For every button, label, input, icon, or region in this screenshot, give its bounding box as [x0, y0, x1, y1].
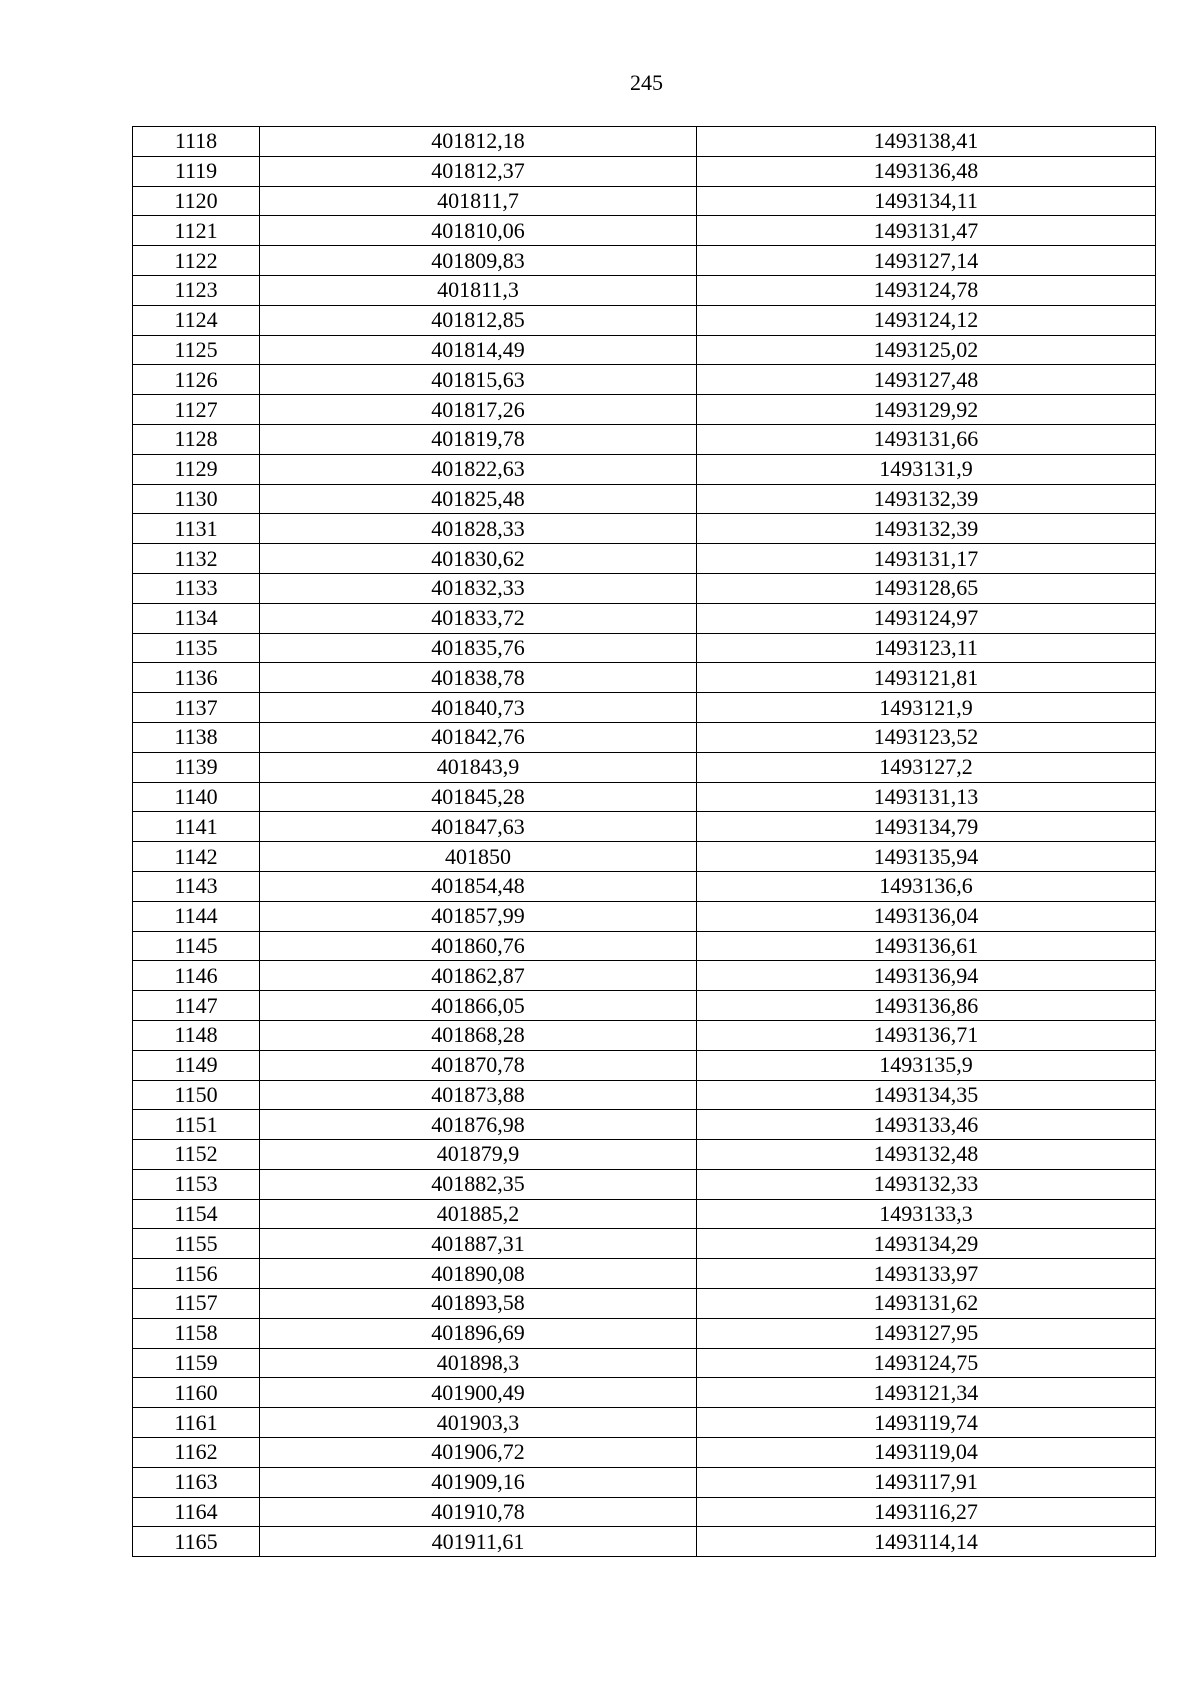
y-coordinate-cell: 1493131,13 — [697, 782, 1156, 812]
point-number-cell: 1144 — [133, 901, 260, 931]
x-coordinate-cell: 401896,69 — [260, 1318, 697, 1348]
table-row — [133, 1438, 1156, 1468]
table-row — [133, 514, 1156, 544]
table-row — [133, 1229, 1156, 1259]
point-number-cell: 1148 — [133, 1020, 260, 1050]
point-number-cell: 1139 — [133, 752, 260, 782]
point-number-cell: 1165 — [133, 1527, 260, 1557]
y-coordinate-cell: 1493128,65 — [697, 573, 1156, 603]
x-coordinate-cell: 401854,48 — [260, 871, 697, 901]
y-coordinate-cell: 1493132,48 — [697, 1140, 1156, 1170]
point-number-cell: 1135 — [133, 633, 260, 663]
x-coordinate-cell: 401812,18 — [260, 127, 697, 157]
y-coordinate-cell: 1493123,11 — [697, 633, 1156, 663]
y-coordinate-cell: 1493136,04 — [697, 901, 1156, 931]
y-coordinate-cell: 1493136,86 — [697, 991, 1156, 1021]
y-coordinate-cell: 1493127,95 — [697, 1318, 1156, 1348]
point-number-cell: 1160 — [133, 1378, 260, 1408]
table-row — [133, 1020, 1156, 1050]
y-coordinate-cell: 1493136,71 — [697, 1020, 1156, 1050]
x-coordinate-cell: 401850 — [260, 842, 697, 872]
table-row — [133, 842, 1156, 872]
y-coordinate-cell: 1493124,97 — [697, 603, 1156, 633]
point-number-cell: 1147 — [133, 991, 260, 1021]
x-coordinate-cell: 401862,87 — [260, 961, 697, 991]
x-coordinate-cell: 401819,78 — [260, 424, 697, 454]
point-number-cell: 1156 — [133, 1259, 260, 1289]
y-coordinate-cell: 1493124,12 — [697, 305, 1156, 335]
table-row — [133, 544, 1156, 574]
table-row — [133, 991, 1156, 1021]
x-coordinate-cell: 401833,72 — [260, 603, 697, 633]
x-coordinate-cell: 401847,63 — [260, 812, 697, 842]
point-number-cell: 1138 — [133, 722, 260, 752]
table-row — [133, 573, 1156, 603]
x-coordinate-cell: 401910,78 — [260, 1497, 697, 1527]
table-row — [133, 216, 1156, 246]
point-number-cell: 1150 — [133, 1080, 260, 1110]
x-coordinate-cell: 401882,35 — [260, 1169, 697, 1199]
point-number-cell: 1161 — [133, 1408, 260, 1438]
point-number-cell: 1159 — [133, 1348, 260, 1378]
y-coordinate-cell: 1493136,94 — [697, 961, 1156, 991]
table-row — [133, 156, 1156, 186]
table-row — [133, 424, 1156, 454]
y-coordinate-cell: 1493132,39 — [697, 514, 1156, 544]
y-coordinate-cell: 1493134,29 — [697, 1229, 1156, 1259]
table-row — [133, 365, 1156, 395]
table-row — [133, 722, 1156, 752]
x-coordinate-cell: 401860,76 — [260, 931, 697, 961]
table-row — [133, 1140, 1156, 1170]
table-row — [133, 782, 1156, 812]
x-coordinate-cell: 401838,78 — [260, 663, 697, 693]
x-coordinate-cell: 401828,33 — [260, 514, 697, 544]
point-number-cell: 1153 — [133, 1169, 260, 1199]
table-row — [133, 484, 1156, 514]
point-number-cell: 1134 — [133, 603, 260, 633]
table-row — [133, 752, 1156, 782]
point-number-cell: 1124 — [133, 305, 260, 335]
point-number-cell: 1158 — [133, 1318, 260, 1348]
point-number-cell: 1151 — [133, 1110, 260, 1140]
x-coordinate-cell: 401811,7 — [260, 186, 697, 216]
point-number-cell: 1119 — [133, 156, 260, 186]
y-coordinate-cell: 1493114,14 — [697, 1527, 1156, 1557]
coordinates-table — [132, 126, 1156, 1557]
table-row — [133, 961, 1156, 991]
point-number-cell: 1121 — [133, 216, 260, 246]
x-coordinate-cell: 401812,85 — [260, 305, 697, 335]
table-row — [133, 1050, 1156, 1080]
x-coordinate-cell: 401825,48 — [260, 484, 697, 514]
point-number-cell: 1130 — [133, 484, 260, 514]
x-coordinate-cell: 401835,76 — [260, 633, 697, 663]
y-coordinate-cell: 1493135,9 — [697, 1050, 1156, 1080]
y-coordinate-cell: 1493123,52 — [697, 722, 1156, 752]
y-coordinate-cell: 1493132,39 — [697, 484, 1156, 514]
y-coordinate-cell: 1493138,41 — [697, 127, 1156, 157]
x-coordinate-cell: 401840,73 — [260, 693, 697, 723]
table-row — [133, 1467, 1156, 1497]
point-number-cell: 1157 — [133, 1289, 260, 1319]
point-number-cell: 1118 — [133, 127, 260, 157]
point-number-cell: 1125 — [133, 335, 260, 365]
y-coordinate-cell: 1493131,17 — [697, 544, 1156, 574]
table-row — [133, 1348, 1156, 1378]
y-coordinate-cell: 1493133,97 — [697, 1259, 1156, 1289]
y-coordinate-cell: 1493116,27 — [697, 1497, 1156, 1527]
x-coordinate-cell: 401870,78 — [260, 1050, 697, 1080]
table-row — [133, 901, 1156, 931]
y-coordinate-cell: 1493121,34 — [697, 1378, 1156, 1408]
table-row — [133, 1259, 1156, 1289]
x-coordinate-cell: 401810,06 — [260, 216, 697, 246]
y-coordinate-cell: 1493129,92 — [697, 395, 1156, 425]
x-coordinate-cell: 401906,72 — [260, 1438, 697, 1468]
page-number: 245 — [630, 70, 663, 95]
point-number-cell: 1152 — [133, 1140, 260, 1170]
point-number-cell: 1136 — [133, 663, 260, 693]
y-coordinate-cell: 1493132,33 — [697, 1169, 1156, 1199]
table-row — [133, 693, 1156, 723]
table-row — [133, 395, 1156, 425]
table-row — [133, 633, 1156, 663]
x-coordinate-cell: 401814,49 — [260, 335, 697, 365]
point-number-cell: 1141 — [133, 812, 260, 842]
point-number-cell: 1129 — [133, 454, 260, 484]
point-number-cell: 1126 — [133, 365, 260, 395]
x-coordinate-cell: 401898,3 — [260, 1348, 697, 1378]
point-number-cell: 1132 — [133, 544, 260, 574]
y-coordinate-cell: 1493119,04 — [697, 1438, 1156, 1468]
y-coordinate-cell: 1493131,47 — [697, 216, 1156, 246]
point-number-cell: 1128 — [133, 424, 260, 454]
table-row — [133, 127, 1156, 157]
table-row — [133, 1169, 1156, 1199]
point-number-cell: 1146 — [133, 961, 260, 991]
point-number-cell: 1142 — [133, 842, 260, 872]
x-coordinate-cell: 401812,37 — [260, 156, 697, 186]
table-row — [133, 663, 1156, 693]
coordinates-table-body — [133, 127, 1156, 1557]
y-coordinate-cell: 1493131,66 — [697, 424, 1156, 454]
table-row — [133, 1527, 1156, 1557]
point-number-cell: 1162 — [133, 1438, 260, 1468]
y-coordinate-cell: 1493127,14 — [697, 246, 1156, 276]
x-coordinate-cell: 401909,16 — [260, 1467, 697, 1497]
x-coordinate-cell: 401885,2 — [260, 1199, 697, 1229]
x-coordinate-cell: 401900,49 — [260, 1378, 697, 1408]
y-coordinate-cell: 1493136,48 — [697, 156, 1156, 186]
y-coordinate-cell: 1493133,3 — [697, 1199, 1156, 1229]
point-number-cell: 1154 — [133, 1199, 260, 1229]
x-coordinate-cell: 401876,98 — [260, 1110, 697, 1140]
point-number-cell: 1143 — [133, 871, 260, 901]
y-coordinate-cell: 1493136,61 — [697, 931, 1156, 961]
table-row — [133, 1318, 1156, 1348]
x-coordinate-cell: 401817,26 — [260, 395, 697, 425]
x-coordinate-cell: 401857,99 — [260, 901, 697, 931]
x-coordinate-cell: 401873,88 — [260, 1080, 697, 1110]
point-number-cell: 1137 — [133, 693, 260, 723]
y-coordinate-cell: 1493136,6 — [697, 871, 1156, 901]
table-row — [133, 305, 1156, 335]
x-coordinate-cell: 401903,3 — [260, 1408, 697, 1438]
table-row — [133, 1497, 1156, 1527]
table-row — [133, 1378, 1156, 1408]
table-row — [133, 454, 1156, 484]
point-number-cell: 1131 — [133, 514, 260, 544]
point-number-cell: 1133 — [133, 573, 260, 603]
y-coordinate-cell: 1493133,46 — [697, 1110, 1156, 1140]
y-coordinate-cell: 1493131,62 — [697, 1289, 1156, 1319]
y-coordinate-cell: 1493127,2 — [697, 752, 1156, 782]
y-coordinate-cell: 1493124,78 — [697, 275, 1156, 305]
table-row — [133, 186, 1156, 216]
table-row — [133, 1080, 1156, 1110]
point-number-cell: 1149 — [133, 1050, 260, 1080]
x-coordinate-cell: 401843,9 — [260, 752, 697, 782]
x-coordinate-cell: 401866,05 — [260, 991, 697, 1021]
x-coordinate-cell: 401890,08 — [260, 1259, 697, 1289]
table-row — [133, 275, 1156, 305]
point-number-cell: 1123 — [133, 275, 260, 305]
y-coordinate-cell: 1493119,74 — [697, 1408, 1156, 1438]
point-number-cell: 1164 — [133, 1497, 260, 1527]
y-coordinate-cell: 1493121,81 — [697, 663, 1156, 693]
y-coordinate-cell: 1493134,79 — [697, 812, 1156, 842]
y-coordinate-cell: 1493117,91 — [697, 1467, 1156, 1497]
x-coordinate-cell: 401893,58 — [260, 1289, 697, 1319]
x-coordinate-cell: 401879,9 — [260, 1140, 697, 1170]
y-coordinate-cell: 1493127,48 — [697, 365, 1156, 395]
y-coordinate-cell: 1493134,35 — [697, 1080, 1156, 1110]
x-coordinate-cell: 401815,63 — [260, 365, 697, 395]
y-coordinate-cell: 1493121,9 — [697, 693, 1156, 723]
y-coordinate-cell: 1493131,9 — [697, 454, 1156, 484]
x-coordinate-cell: 401809,83 — [260, 246, 697, 276]
point-number-cell: 1127 — [133, 395, 260, 425]
point-number-cell: 1155 — [133, 1229, 260, 1259]
x-coordinate-cell: 401811,3 — [260, 275, 697, 305]
x-coordinate-cell: 401830,62 — [260, 544, 697, 574]
table-row — [133, 1289, 1156, 1319]
x-coordinate-cell: 401822,63 — [260, 454, 697, 484]
x-coordinate-cell: 401911,61 — [260, 1527, 697, 1557]
point-number-cell: 1140 — [133, 782, 260, 812]
point-number-cell: 1120 — [133, 186, 260, 216]
table-row — [133, 871, 1156, 901]
table-row — [133, 931, 1156, 961]
table-row — [133, 603, 1156, 633]
y-coordinate-cell: 1493125,02 — [697, 335, 1156, 365]
point-number-cell: 1163 — [133, 1467, 260, 1497]
x-coordinate-cell: 401887,31 — [260, 1229, 697, 1259]
x-coordinate-cell: 401832,33 — [260, 573, 697, 603]
x-coordinate-cell: 401842,76 — [260, 722, 697, 752]
table-row — [133, 1199, 1156, 1229]
table-row — [133, 1408, 1156, 1438]
x-coordinate-cell: 401845,28 — [260, 782, 697, 812]
y-coordinate-cell: 1493134,11 — [697, 186, 1156, 216]
table-row — [133, 335, 1156, 365]
point-number-cell: 1145 — [133, 931, 260, 961]
table-row — [133, 246, 1156, 276]
point-number-cell: 1122 — [133, 246, 260, 276]
table-row — [133, 812, 1156, 842]
y-coordinate-cell: 1493124,75 — [697, 1348, 1156, 1378]
table-row — [133, 1110, 1156, 1140]
y-coordinate-cell: 1493135,94 — [697, 842, 1156, 872]
x-coordinate-cell: 401868,28 — [260, 1020, 697, 1050]
